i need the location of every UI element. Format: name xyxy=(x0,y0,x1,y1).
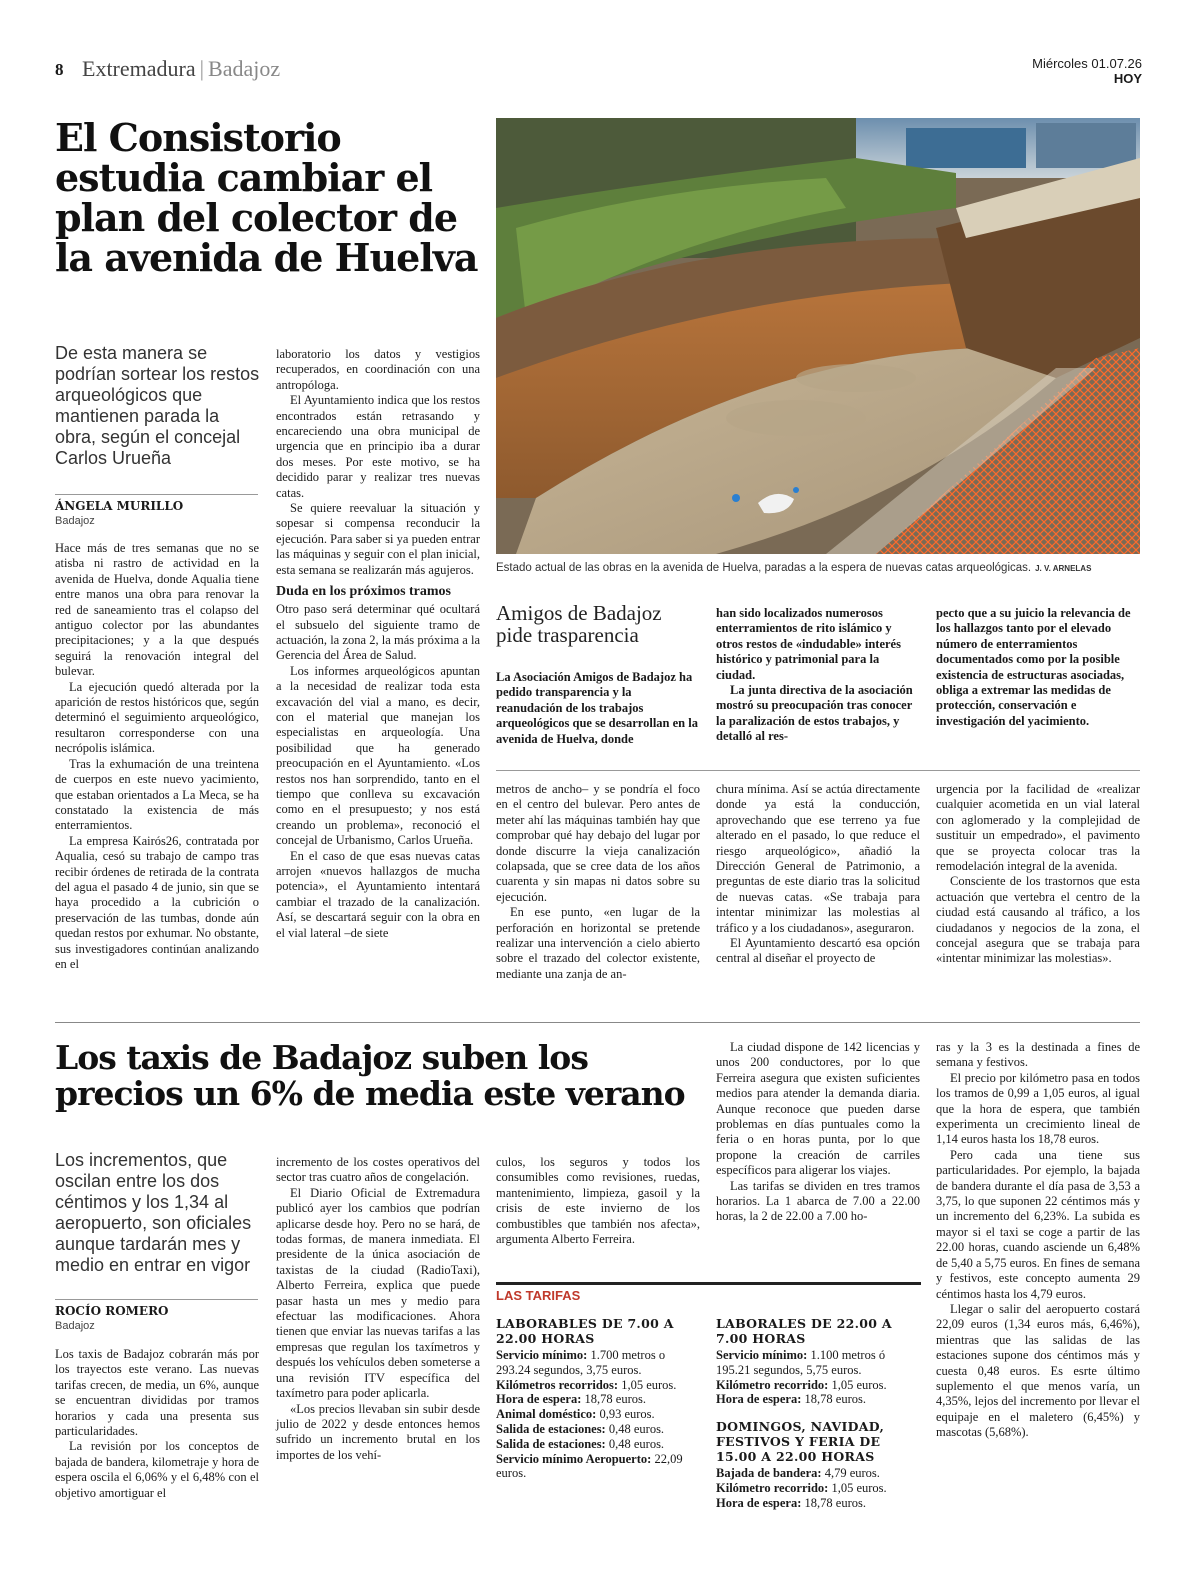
paragraph: En el caso de que esas nuevas catas arrojen «nuevos hallazgos de mucha potencia», el Ayuntamiento intentará cambiar el trazado de la canalización. Así, se descartará seguir con la obra en el vial lateral –de siete xyxy=(276,848,480,940)
newspaper-name: HOY xyxy=(1113,71,1142,86)
paragraph: La revisión por los conceptos de bajada de bandera, kilometraje y hora de espera oscila el 6,06% y el 6,48% con el objetivo amortiguar el xyxy=(55,1439,259,1500)
section-name: Extremadura xyxy=(82,56,196,81)
tariff-label: Bajada de bandera: xyxy=(716,1466,822,1481)
paragraph: Se quiere reevaluar la situación y sopesar si compensa reconducir la ejecución. Para saber si ya pueden entrar las máquinas y seguir con el plan inicial, esta semana se realizarán más agujeros. xyxy=(276,501,480,577)
sidebar-column-1 xyxy=(496,670,700,747)
paragraph: La ciudad dispone de 142 licencias y unos 200 conductores, por lo que Ferreira asegura que existen suficientes medios para atender la demanda diaria. Aunque reconoce que pueden darse problemas en días puntuales como la feria o en horas punta, por lo que propone la creación de carriles específicos para aligerar los viajes. xyxy=(716,1040,920,1178)
paragraph: incremento de los costes operativos del sector tras cuatro años de congelación. xyxy=(276,1155,480,1185)
article1-column-5 xyxy=(936,782,1140,967)
issue-date: Miércoles 01.07.26 xyxy=(1032,56,1142,71)
paragraph: ras y la 3 es la destinada a fines de semana y festivos. xyxy=(936,1040,1140,1070)
sidebar-column-2 xyxy=(716,606,920,745)
tariff-row xyxy=(716,1496,921,1511)
paragraph: Los taxis de Badajoz cobrarán más por los trayectos este verano. Las nuevas tarifas crecen, de media, un 6%, aunque se encuentran divididas por tramos horarios y cada una presenta sus particularidades. xyxy=(55,1347,259,1439)
spacer xyxy=(716,1407,921,1419)
article2-city: Badajoz xyxy=(55,1320,95,1332)
tariff-label: Salida de estaciones: xyxy=(496,1436,606,1451)
tariff-row xyxy=(496,1348,701,1378)
paragraph: chura mínima. Así se actúa directamente donde ya está la conducción, aprovechando que ese terreno ya fue alterado en el pasado, lo que reduce el riesgo arqueológico», añadió la Dirección General de Patrimonio, a preguntas de este diario tras la solicitud de nuevas catas. «Se trabaja para intentar minimizar las molestias al tráfico y a los ciudadanos», aseguraron. xyxy=(716,782,920,935)
article2-column-3 xyxy=(496,1155,700,1247)
article2-column-4 xyxy=(716,1040,920,1225)
excavation-photo xyxy=(496,118,1140,554)
article1-lead: De esta manera se podrían sortear los restos arqueológicos que mantienen parada la obra, según el concejal Carlos Urueña xyxy=(55,343,260,468)
tariff-value: 18,78 euros. xyxy=(581,1392,646,1407)
tariff-value: 1,05 euros. xyxy=(828,1377,887,1392)
tariff-value: 1,05 euros. xyxy=(828,1480,887,1495)
tariff-value: 1,05 euros. xyxy=(618,1377,677,1392)
paragraph: El Ayuntamiento descartó esa opción central al diseñar el proyecto de xyxy=(716,936,920,966)
tariff-row xyxy=(496,1407,701,1422)
tarifas-night-and-holidays xyxy=(716,1316,921,1511)
paragraph: En ese punto, «en lugar de la perforación en horizontal se pretende realizar una intervención a cielo abierto sobre el trazado del colector existente, mediante una zanja de an- xyxy=(496,905,700,981)
excavation-photo-illustration xyxy=(496,118,1140,554)
paragraph: La Asociación Amigos de Badajoz ha pedido transparencia y la reanudación de los trabajos arqueológicos que se desarrollan en la avenida de Huelva, donde xyxy=(496,670,698,746)
paragraph: Otro paso será determinar qué ocultará el subsuelo del siguiente tramo de actuación, la zona 2, la más próxima a la Gerencia del Área de Salud. xyxy=(276,602,480,663)
paragraph: culos, los seguros y todos los consumibles como revisiones, ruedas, mantenimiento, limpieza, gasoil y la crisis de este invierno de los combustibles que también nos afecta», argumenta Alberto Ferreira. xyxy=(496,1155,700,1247)
section-separator: | xyxy=(199,56,205,81)
tariff-heading: DOMINGOS, NAVIDAD, FESTIVOS Y FERIA DE 15.00 A 22.00 HORAS xyxy=(716,1419,885,1465)
tariff-label: Kilómetro recorrido: xyxy=(716,1480,829,1495)
tarifas-title: LAS TARIFAS xyxy=(496,1282,921,1303)
tariff-value: 0,93 euros. xyxy=(596,1407,655,1422)
paragraph: Consciente de los trastornos que esta actuación que vertebra el centro de la ciudad está causando al tráfico, a los ciudadanos y negocios de la zona, el concejal asegura que se trabaja para «intentar minimizar las molestias». xyxy=(936,874,1140,966)
paragraph: Llegar o salir del aeropuerto costará 22,09 euros (1,34 euros más, 6,46%), mientras que las salidas de las estaciones supone dos céntimos más y cuesta 0,48 euros. Es esrte último suplemento el que menos varía, un 4,35%, lejos del incremento por llevar el equipaje en el maletero (6,45%) y mascotas (5,68%). xyxy=(936,1301,1140,1440)
article1-headline: El Consistorio estudia cambiar el plan del colector de la avenida de Huelva xyxy=(55,115,478,280)
tariff-label: Animal doméstico: xyxy=(496,1407,597,1422)
tariff-heading: LABORABLES DE 7.00 A 22.00 HORAS xyxy=(496,1316,674,1346)
tariff-label: Hora de espera: xyxy=(716,1392,802,1407)
tariff-value: 22,09 euros. xyxy=(496,1451,683,1481)
article1-column-4 xyxy=(716,782,920,967)
article2-column-2 xyxy=(276,1155,480,1463)
tariff-row xyxy=(496,1422,701,1437)
author-rule xyxy=(55,494,258,495)
author-rule xyxy=(55,1299,258,1300)
tariff-value: 18,78 euros. xyxy=(801,1495,866,1510)
sidebar-column-3 xyxy=(936,606,1140,729)
article1-column-3 xyxy=(496,782,700,982)
article-divider xyxy=(55,1022,1140,1023)
tariff-row xyxy=(496,1392,701,1407)
article2-headline: Los taxis de Badajoz suben los precios un 6% de media este verano xyxy=(55,1038,685,1113)
tariff-label: Servicio mínimo: xyxy=(496,1348,588,1362)
tariff-label: Hora de espera: xyxy=(716,1495,802,1510)
tariff-row xyxy=(496,1378,701,1393)
tariff-value: 0,48 euros. xyxy=(605,1421,665,1436)
tariff-row xyxy=(716,1466,921,1481)
article2-column-5 xyxy=(936,1040,1140,1441)
article2-lead: Los incrementos, que oscilan entre los dos céntimos y los 1,34 al aeropuerto, son oficiales aunque tardarán mes y medio en entrar en vigor xyxy=(55,1150,252,1275)
paragraph: han sido localizados numerosos enterramientos de rito islámico y otros restos de «indudable» interés histórico y patrimonial para la ciudad. xyxy=(716,606,901,682)
article1-column-2 xyxy=(276,347,480,941)
sidebar-title: Amigos de Badajoz pide trasparencia xyxy=(496,601,662,647)
tariff-label: Kilómetros recorridos: xyxy=(496,1377,619,1392)
tariff-row xyxy=(716,1481,921,1496)
article1-column-1 xyxy=(55,541,259,972)
paragraph: metros de ancho– y se pondría el foco en el centro del bulevar. Pero antes de meter ahí las máquinas también hay que comprobar qué hay debajo del lugar por donde discurre la vieja canalización colapsada, que se cree data de los años cuarenta y sin mapas ni datos sobre su ejecución. xyxy=(496,782,700,904)
tariff-label: Kilómetro recorrido: xyxy=(716,1377,829,1392)
article1-author: ÁNGELA MURILLO xyxy=(55,499,184,513)
paragraph: La junta directiva de la asociación mostró su preocupación tras conocer la paralización de estos trabajos, y detalló al res- xyxy=(716,683,913,744)
tariff-value: 1.100 metros ó 195.21 segundos, 5,75 euros. xyxy=(716,1348,886,1377)
paragraph: La ejecución quedó alterada por la aparición de restos históricos que, según determinó el seguimiento arqueológico, resultaron corresponderse con una necrópolis islámica. xyxy=(55,679,259,756)
section-header xyxy=(82,56,280,82)
tariff-value: 4,79 euros. xyxy=(821,1466,880,1481)
tariff-row xyxy=(716,1348,921,1378)
tariff-label: Hora de espera: xyxy=(496,1392,582,1407)
photo-caption xyxy=(496,562,1140,574)
paragraph: Las tarifas se dividen en tres tramos horarios. La 1 abarca de 7.00 a 22.00 horas, la 2 de 22.00 a 7.00 ho- xyxy=(716,1178,920,1224)
paragraph: laboratorio los datos y vestigios recuperados, en coordinación con una antropóloga. xyxy=(276,347,480,392)
paragraph: pecto que a su juicio la relevancia de los hallazgos tanto por el elevado número de enterramientos documentados como por la posible existencia de estructuras asociadas, obliga a extremar las medidas de protección, conservación e investigación del yacimiento. xyxy=(936,606,1131,728)
paragraph: La empresa Kairós26, contratada por Aqualia, cesó su trabajo de campo tras recibir órdenes de retirada de la contrata del agua el pasado 4 de junio, sin que se haya procedido a la cubrición o preservación de las tumbas, donde aún quedan restos por exhumar. No obstante, sus investigadores continúan analizando en el xyxy=(55,833,259,971)
tariff-heading: LABORALES DE 22.00 A 7.00 HORAS xyxy=(716,1316,892,1346)
tariff-label: Salida de estaciones: xyxy=(496,1421,606,1436)
tariff-row xyxy=(716,1392,921,1407)
tariff-value: 1.700 metros o 293.24 segundos, 3,75 euros. xyxy=(496,1348,666,1377)
sidebar-bottom-rule xyxy=(496,770,1140,771)
paragraph: El precio por kilómetro pasa en todos los tramos de 0,99 a 1,05 euros, al igual que la hora de espera, que también experimenta un crecimiento lineal de 1,14 euros hasta los 18,78 euros. xyxy=(936,1070,1140,1147)
tariff-row xyxy=(716,1378,921,1393)
date-block xyxy=(1032,56,1142,86)
tariff-label: Servicio mínimo: xyxy=(716,1348,808,1362)
tariff-row xyxy=(496,1452,701,1482)
article1-subhead: Duda en los próximos tramos xyxy=(276,584,452,600)
photo-credit: J. V. ARNELAS xyxy=(1035,564,1092,573)
paragraph: urgencia por la facilidad de «realizar cualquier acometida en un vial lateral con aglomerado y la complejidad de sustituir un empedrado», el pavimento que se proyecta colocar tras la remodelación integral de la avenida. xyxy=(936,782,1140,874)
article2-author: ROCÍO ROMERO xyxy=(55,1304,169,1318)
tariff-value: 18,78 euros. xyxy=(801,1392,866,1407)
paragraph: Tras la exhumación de una treintena de cuerpos en este nuevo yacimiento, que estaban orientados a La Meca, se ha constatado la existencia de más enterramientos. xyxy=(55,756,259,833)
paragraph: Pero cada una tiene sus particularidades. Por ejemplo, la bajada de bandera durante el día pasa de 3,53 a 3,75, lo que suponen 22 céntimos más y un incremento del 6,23%. La subida es mayor si el taxi se coge a partir de las 22.00 horas, cuando asciende un 6,48% de 5,40 a 5,75 euros. En fines de semana y festivos, este concepto aumenta 29 céntimos hasta los 4,79 euros. xyxy=(936,1147,1140,1301)
paragraph: «Los precios llevaban sin subir desde julio de 2022 y desde entonces hemos sufrido un incremento brutal en los importes de los vehí- xyxy=(276,1401,480,1462)
paragraph: Los informes arqueológicos apuntan a la necesidad de realizar toda esta excavación del vial a mano, es decir, con el material que manejan los especialistas en arqueología. Una posibilidad que ha generado preocupación en el Ayuntamiento. «Los restos nos han sorprendido, tanto en el tiempo que conlleva su excavación como en el presupuesto; y nos está creando un problema», reconoció el concejal de Urbanismo, Carlos Urueña. xyxy=(276,663,480,848)
article1-city: Badajoz xyxy=(55,515,95,527)
tariff-row xyxy=(496,1437,701,1452)
paragraph: El Diario Oficial de Extremadura publicó ayer los cambios que podrían aplicarse desde hoy. Pero no se hará, de todas formas, de manera inmediata. El presidente de la única asociación de taxistas de la ciudad (RadioTaxi), Alberto Ferreira, explica que puede pasar hasta un mes y medio para efectuar las modificaciones. Ahora tienen que enviar las nuevas tarifas a las empresas que regulan los taxímetros y después los vehículos deben someterse a una revisión ITV específica del taxímetro para poder aplicarla. xyxy=(276,1185,480,1401)
subsection-name: Badajoz xyxy=(208,56,281,81)
paragraph: Hace más de tres semanas que no se atisba ni rastro de actividad en la avenida de Huelva, donde Aqualia tiene entre manos una obra para renovar la red de saneamiento tras el colapso del antiguo colector por las abundantes precipitaciones; y a la que después seguirá la renovación integral del bulevar. xyxy=(55,541,259,679)
tariff-value: 0,48 euros. xyxy=(605,1436,665,1451)
tariff-label: Servicio mínimo Aeropuerto: xyxy=(496,1451,652,1466)
tarifas-weekday-day xyxy=(496,1316,701,1481)
page-number: 8 xyxy=(55,60,64,79)
paragraph: El Ayuntamiento indica que los restos encontrados están retrasando y encareciendo una obra municipal de urgencia que en principio iba a durar dos meses. Por este motivo, se ha decidido parar y realizar tres nuevas catas. xyxy=(276,393,480,500)
article2-column-1 xyxy=(55,1347,259,1501)
caption-text: Estado actual de las obras en la avenida de Huelva, paradas a la espera de nuevas catas arqueológicas. xyxy=(496,562,1032,574)
